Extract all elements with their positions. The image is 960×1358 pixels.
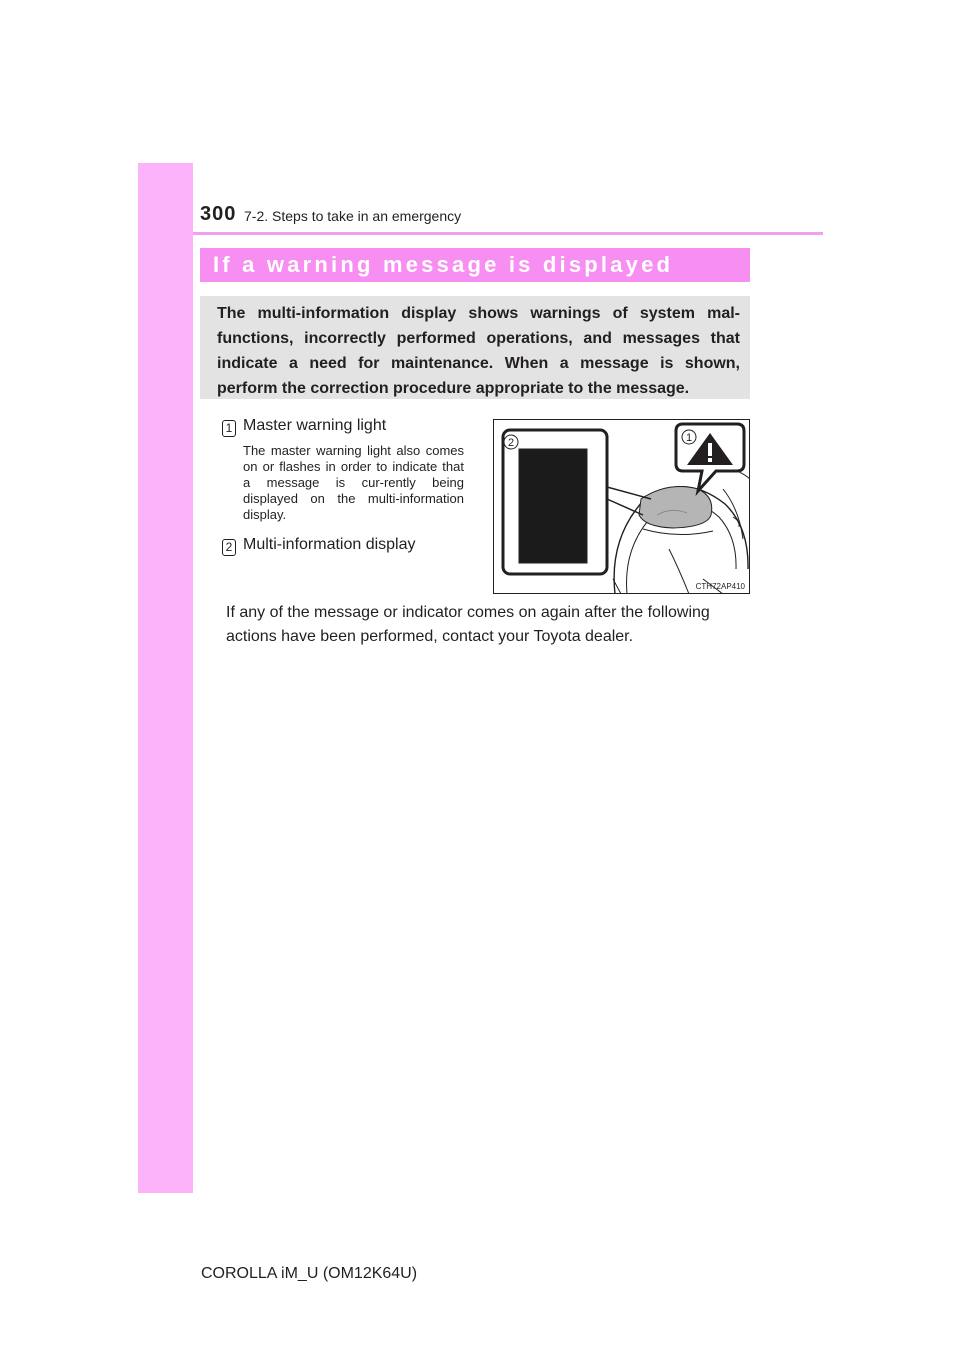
section-title: 7-2. Steps to take in an emergency <box>244 208 462 224</box>
side-tab <box>138 163 193 1193</box>
item-1-title: Master warning light <box>243 417 387 434</box>
dashboard-illustration-svg <box>493 419 750 594</box>
dashboard-illustration <box>493 419 750 594</box>
item-1-description: The master warning light also comes on or flashes in order to indicate that a message is cur-rently being displayed on the multi-information display. <box>243 443 464 522</box>
body-paragraph: If any of the message or indicator comes on again after the following actions have been performed, contact your Toyota dealer. <box>226 604 710 645</box>
intro-box: The multi-information display shows warnings of system mal-functions, incorrectly performed operations, and messages that indicate a need for maintenance. When a message is shown, perform the correction procedure appropriate to the message. <box>200 296 750 399</box>
heading-bar <box>200 248 750 282</box>
footer-model: COROLLA iM_U (OM12K64U) <box>201 1265 418 1282</box>
number-1-icon: 1 <box>222 420 236 437</box>
heading-text: If a warning message is displayed <box>213 252 674 277</box>
callout-1-label: 1 <box>685 432 693 444</box>
figure-code: CTH72AP410 <box>695 582 745 591</box>
page-number: 300 <box>200 203 237 225</box>
number-2-icon: 2 <box>222 539 236 556</box>
item-2-title: Multi-information display <box>243 536 416 553</box>
header-rule <box>193 232 823 235</box>
callout-2-label: 2 <box>507 437 515 449</box>
